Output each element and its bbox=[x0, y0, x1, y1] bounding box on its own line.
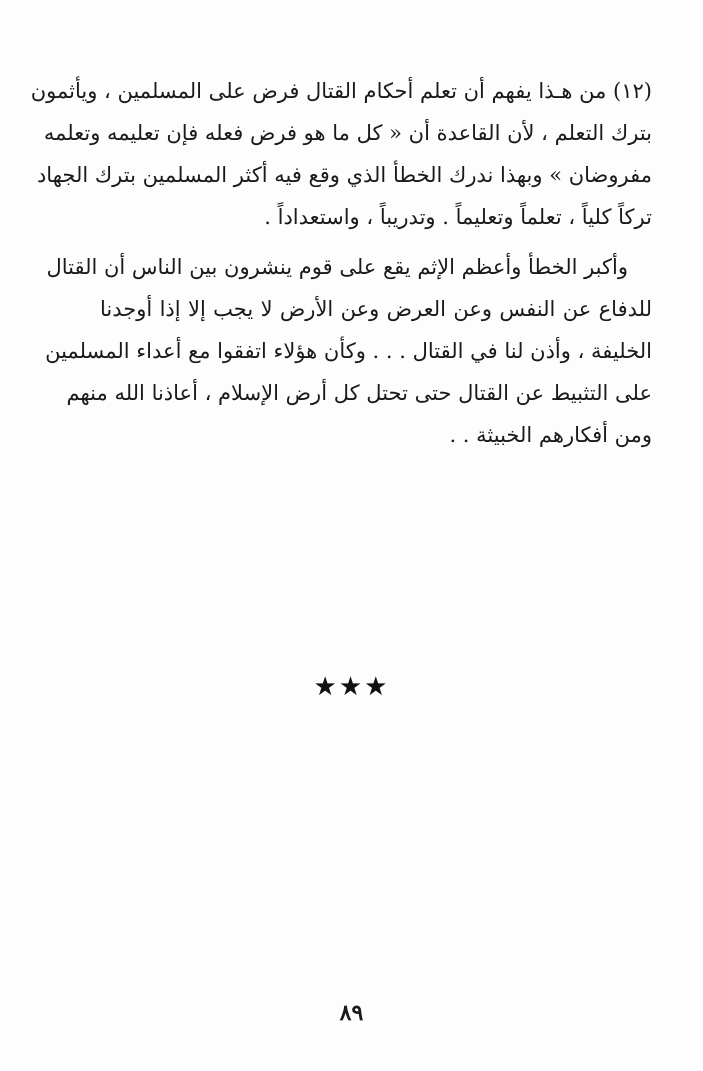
paragraph-line: وأكبر الخطأ وأعظم الإثم يقع على قوم ينشرون بين الناس أن القتال bbox=[46, 255, 628, 279]
paragraph-line: للدفاع عن النفس وعن العرض وعن الأرض لا يجب إلا إذا أوجدنا bbox=[100, 297, 652, 321]
paragraph-line: الخليفة ، وأذن لنا في القتال . . . وكأن هؤلاء اتفقوا مع أعداء المسلمين bbox=[45, 339, 652, 363]
page-number: ٨٩ bbox=[339, 1000, 364, 1026]
footnote-12 bbox=[30, 70, 652, 238]
footnote-line: تركاً كلياً ، تعلماً وتعليماً . وتدريباً ، واستعداداً . bbox=[264, 205, 652, 229]
paragraph-line: ومن أفكارهم الخبيثة . . bbox=[449, 423, 652, 447]
paragraph-line: على التثبيط عن القتال حتى تحتل كل أرض الإسلام ، أعاذنا الله منهم bbox=[66, 381, 652, 405]
footnote-line: بترك التعلم ، لأن القاعدة أن « كل ما هو فرض فعله فإن تعليمه وتعلمه bbox=[43, 121, 652, 145]
section-separator-stars: ★★★ bbox=[313, 672, 390, 702]
main-paragraph bbox=[45, 246, 652, 456]
body-text bbox=[30, 70, 652, 456]
footnote-line: (١٢) من هـذا يفهم أن تعلم أحكام القتال فرض على المسلمين ، ويأثمون bbox=[30, 79, 652, 103]
footnote-line: مفروضان » وبهذا ندرك الخطأ الذي وقع فيه أكثر المسلمين بترك الجهاد bbox=[36, 163, 652, 187]
